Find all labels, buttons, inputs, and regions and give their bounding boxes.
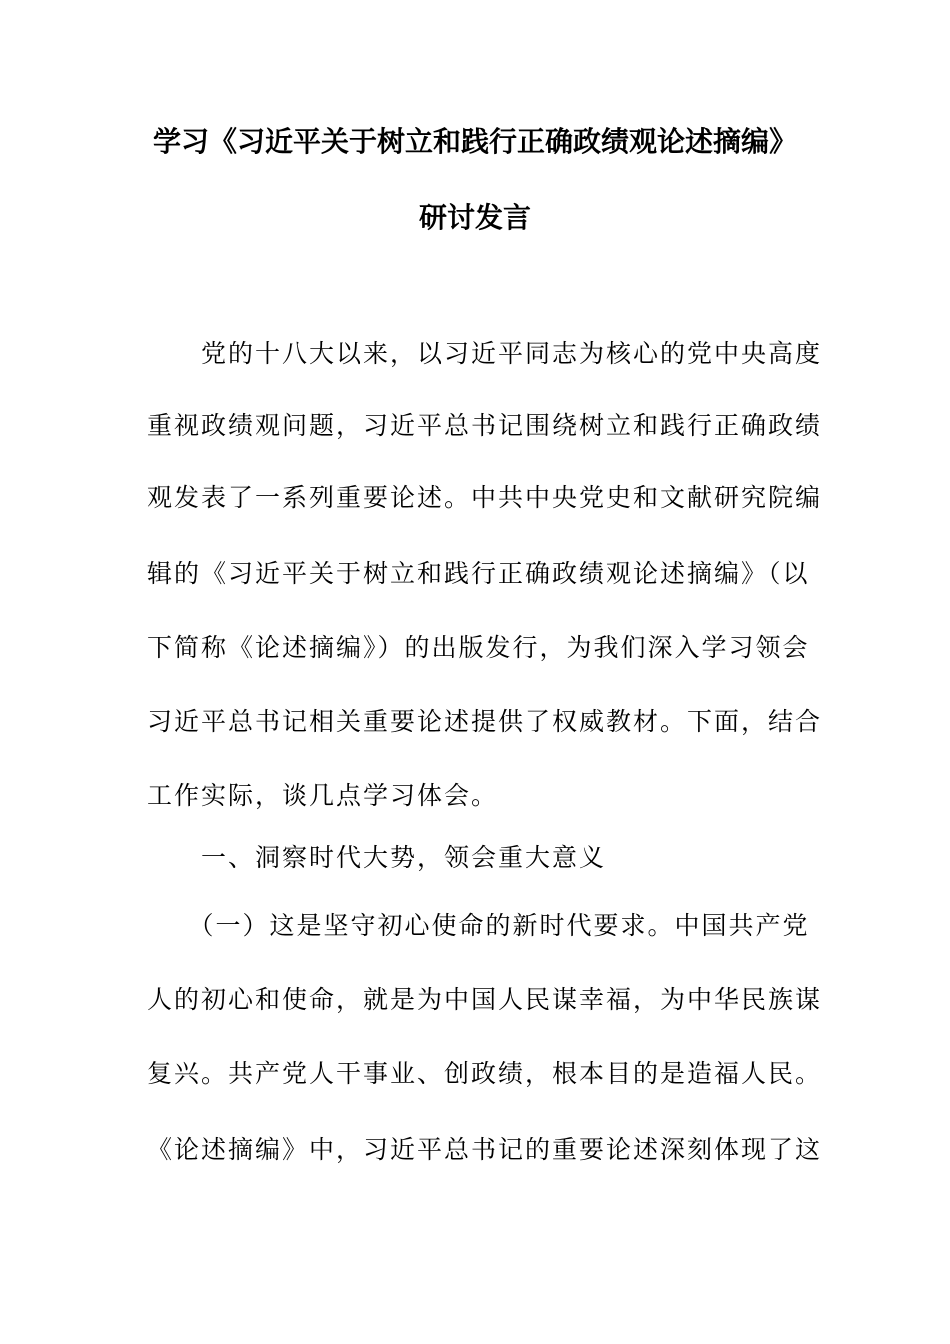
body-line-10: 人的初心和使命，就是为中国人民谋幸福，为中华民族谋 [147, 985, 823, 1014]
document-title-line-2: 研讨发言 [418, 201, 531, 234]
document-title-line-1: 学习《习近平关于树立和践行正确政绩观论述摘编》 [152, 125, 797, 158]
body-line-2: 重视政绩观问题，习近平总书记围绕树立和践行正确政绩 [147, 411, 823, 440]
body-line-7: 工作实际，谈几点学习体会。 [147, 781, 499, 810]
body-line-11: 复兴。共产党人干事业、创政绩，根本目的是造福人民。 [147, 1059, 823, 1088]
body-line-4: 辑的《习近平关于树立和践行正确政绩观论述摘编》（以 [147, 559, 810, 588]
body-line-6: 习近平总书记相关重要论述提供了权威教材。下面，结合 [147, 707, 823, 736]
section-heading-1: 一、洞察时代大势，领会重大意义 [147, 843, 607, 872]
body-line-3: 观发表了一系列重要论述。中共中央党史和文献研究院编 [147, 483, 823, 512]
body-line-12: 《论述摘编》中，习近平总书记的重要论述深刻体现了这 [147, 1135, 823, 1164]
body-line-5: 下简称《论述摘编》）的出版发行，为我们深入学习领会 [147, 633, 810, 662]
body-line-9: （一）这是坚守初心使命的新时代要求。中国共产党 [147, 911, 810, 940]
body-line-1: 党的十八大以来，以习近平同志为核心的党中央高度 [147, 339, 823, 368]
